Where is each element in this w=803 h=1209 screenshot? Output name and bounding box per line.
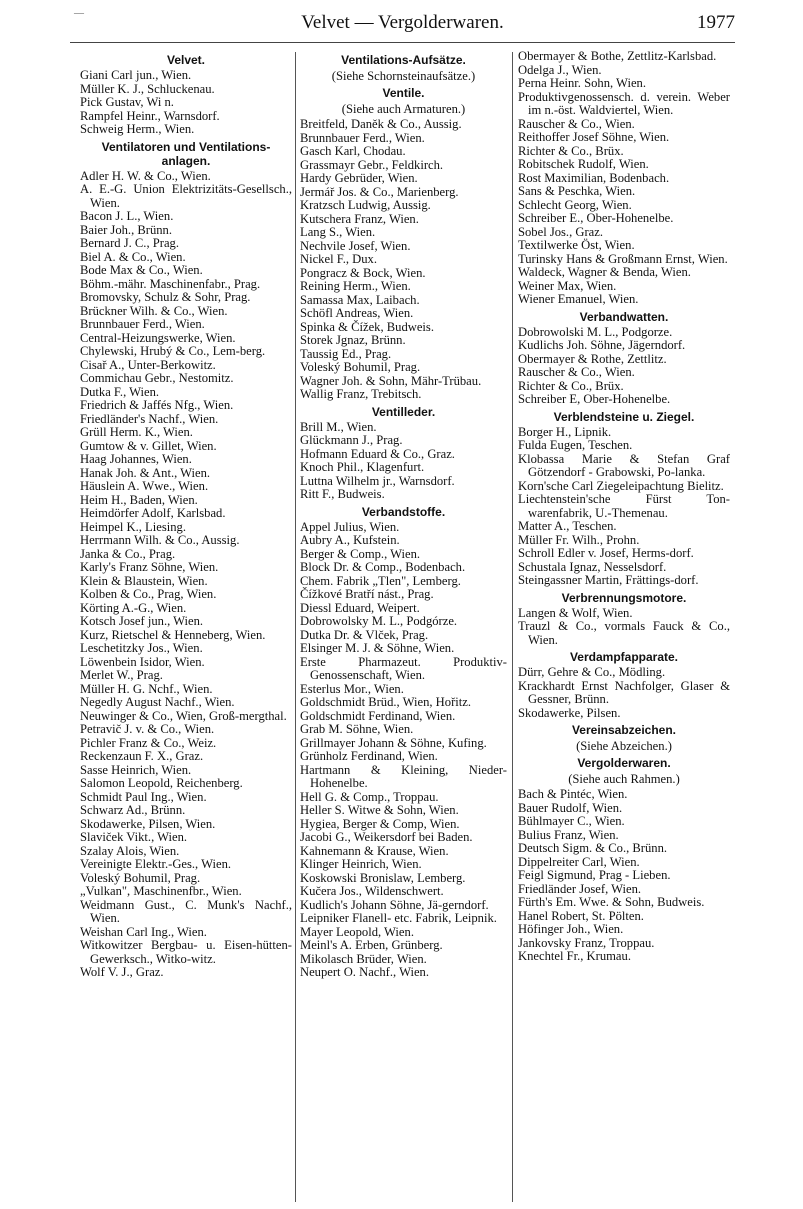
category-heading: Verbrennungsmotore. xyxy=(561,590,687,605)
directory-entry: Matter A., Teschen. xyxy=(518,519,617,533)
directory-entry: Berger & Comp., Wien. xyxy=(300,546,421,561)
directory-entry: Herrmann Wilh. & Co., Aussig. xyxy=(80,533,240,547)
directory-entry: Feigl Sigmund, Prag - Lieben. xyxy=(518,868,671,882)
directory-entry: Produktivgenossensch. d. verein. Weber im n.-öst. Waldviertel, Wien. xyxy=(518,89,730,117)
directory-entry: Schreiber E., Ober-Hohenelbe. xyxy=(518,211,674,225)
directory-entry: Friedrich & Jaffés Nfg., Wien. xyxy=(80,398,234,412)
directory-entry: Hartmann & Kleining, Nieder-Hohenelbe. xyxy=(300,762,507,790)
directory-entry: Bromovsky, Schulz & Sohr, Prag. xyxy=(80,290,251,304)
directory-entry: Kučera Jos., Wildenschwert. xyxy=(300,884,444,898)
directory-entry: Witkowitzer Bergbau- u. Eisen-hütten-Gewerksch., Witko-witz. xyxy=(80,938,292,966)
directory-entry: Hanel Robert, St. Pölten. xyxy=(518,908,644,923)
directory-entry: Häuslein A. Wwe., Wien. xyxy=(80,479,209,493)
directory-entry: Jermář Jos. & Co., Marienberg. xyxy=(300,184,459,199)
directory-entry: Weishan Carl Ing., Wien. xyxy=(80,924,207,939)
directory-entry: Baier Joh., Brünn. xyxy=(80,222,172,237)
directory-entry: Grünholz Ferdinand, Wien. xyxy=(300,749,438,763)
directory-entry: Borger H., Lipnik. xyxy=(518,424,612,439)
directory-entry: Skodawerke, Pilsen. xyxy=(518,705,621,720)
directory-entry: Turinsky Hans & Großmann Ernst, Wien. xyxy=(518,251,728,266)
directory-entry: Heim H., Baden, Wien. xyxy=(80,492,198,507)
directory-entry: Müller H. G. Nchf., Wien. xyxy=(80,681,213,696)
category-heading: Verbandstoffe. xyxy=(361,504,446,519)
directory-entry: Wolf V. J., Graz. xyxy=(80,965,164,979)
directory-entry: Karly's Franz Söhne, Wien. xyxy=(80,560,219,574)
directory-entry: Kolben & Co., Prag, Wien. xyxy=(80,587,217,601)
directory-entry: Sasse Heinrich, Wien. xyxy=(80,762,192,777)
directory-entry: Hofmann Eduard & Co., Graz. xyxy=(300,446,455,461)
directory-entry: Leschetitzky Jos., Wien. xyxy=(80,641,203,655)
category-heading: Verbandwatten. xyxy=(579,309,669,324)
directory-entry: Deutsch Sigm. & Co., Brünn. xyxy=(518,841,668,855)
directory-entry: Weidmann Gust., C. Munk's Nachf., Wien. xyxy=(80,897,292,925)
directory-entry: Kratzsch Ludwig, Aussig. xyxy=(300,198,431,212)
directory-entry: Goldschmidt Ferdinand, Wien. xyxy=(300,708,456,723)
directory-entry: Knechtel Fr., Krumau. xyxy=(518,949,631,963)
directory-entry: Bauer Rudolf, Wien. xyxy=(518,800,623,815)
directory-entry: Pongracz & Bock, Wien. xyxy=(300,265,426,280)
category-heading: Ventilations-Aufsätze. xyxy=(341,53,466,67)
directory-entry: Luttna Wilhelm jr., Warnsdorf. xyxy=(300,473,455,488)
directory-entry: Neupert O. Nachf., Wien. xyxy=(300,965,429,979)
directory-entry: Haag Johannes, Wien. xyxy=(80,452,192,466)
directory-entry: Chem. Fabrik „Tlen", Lemberg. xyxy=(300,573,461,588)
directory-entry: Waldeck, Wagner & Benda, Wien. xyxy=(518,265,691,279)
directory-entry: Korn'sche Carl Ziegeleipachtung Bielitz. xyxy=(518,478,724,493)
directory-entry: Obermayer & Rothe, Zettlitz. xyxy=(518,351,667,366)
directory-entry: Grüll Herm. K., Wien. xyxy=(80,425,193,439)
directory-entry: Höfinger Joh., Wien. xyxy=(518,922,624,936)
directory-entry: Kudlichs Joh. Söhne, Jägerndorf. xyxy=(518,338,686,352)
directory-entry: Jacobi G., Weikersdorf bei Baden. xyxy=(300,830,473,844)
directory-entry: Schlecht Georg, Wien. xyxy=(518,197,632,212)
directory-entry: Mayer Leopold, Wien. xyxy=(300,924,414,939)
directory-entry: Reckenzaun F. X., Graz. xyxy=(80,749,204,763)
directory-entry: Dürr, Gehre & Co., Mödling. xyxy=(518,665,666,679)
directory-entry: Mikolasch Brüder, Wien. xyxy=(300,951,427,966)
directory-entry: Hardy Gebrüder, Wien. xyxy=(300,171,418,185)
directory-entry: Wagner Joh. & Sohn, Mähr-Trübau. xyxy=(300,373,482,388)
directory-entry: Breitfeld, Daněk & Co., Aussig. xyxy=(300,117,462,131)
directory-entry: Lang S., Wien. xyxy=(300,225,376,239)
directory-entry: Liechtenstein'sche Fürst Ton-warenfabrik, U.-Themenau. xyxy=(518,492,730,520)
directory-entry: Wallig Franz, Trebitsch. xyxy=(300,387,422,401)
directory-entry: Reithoffer Josef Söhne, Wien. xyxy=(518,130,670,144)
category-heading: Velvet. xyxy=(166,53,206,67)
directory-entry: Rampfel Heinr., Warnsdorf. xyxy=(80,108,220,123)
page-corner-mark: — xyxy=(74,8,84,19)
directory-entry: Klinger Heinrich, Wien. xyxy=(300,857,422,871)
directory-entry: Bernard J. C., Prag. xyxy=(80,236,179,250)
category-heading: Vergolderwaren. xyxy=(577,756,671,770)
directory-entry: Erste Pharmazeut. Produktiv-Genossenschaft, Wien. xyxy=(300,654,507,682)
directory-entry: Schweig Herm., Wien. xyxy=(80,122,195,136)
page-running-title: Velvet — Vergolderwaren. xyxy=(301,12,504,33)
directory-entry: Friedländer's Nachf., Wien. xyxy=(80,411,219,426)
directory-entry: Wiener Emanuel, Wien. xyxy=(518,292,639,306)
directory-entry: Voleský Bohumil, Prag. xyxy=(300,360,421,374)
category-heading: Ventilatoren und Ventilations-anlagen. xyxy=(101,139,271,168)
directory-entry: Koskowski Bronislaw, Lemberg. xyxy=(300,870,466,885)
category-heading: Ventile. xyxy=(382,86,425,100)
directory-entry: Grassmayr Gebr., Feldkirch. xyxy=(300,157,444,172)
header-rule xyxy=(70,42,735,43)
directory-entry: Hell G. & Comp., Troppau. xyxy=(300,789,439,804)
directory-entry: Körting A.-G., Wien. xyxy=(80,600,187,615)
directory-entry: Brunnbauer Ferd., Wien. xyxy=(300,130,425,145)
directory-entry: Bacon J. L., Wien. xyxy=(80,209,174,223)
directory-entry: Trauzl & Co., vormals Fauck & Co., Wien. xyxy=(518,619,730,647)
directory-entry: Klein & Blaustein, Wien. xyxy=(80,573,208,588)
directory-entry: Esterlus Mor., Wien. xyxy=(300,681,404,696)
directory-column-3 xyxy=(518,50,730,964)
directory-entry: Neuwinger & Co., Wien, Groß-mergthal. xyxy=(80,708,287,723)
directory-entry: Böhm.-mähr. Maschinenfabr., Prag. xyxy=(80,276,261,291)
directory-entry: Biel A. & Co., Wien. xyxy=(80,249,186,264)
directory-entry: Steingassner Martin, Frättings-dorf. xyxy=(518,573,699,587)
directory-entry: Samassa Max, Laibach. xyxy=(300,292,420,307)
directory-entry: Dobrowolsky M. L., Podgórze. xyxy=(300,614,458,628)
directory-entry: Goldschmidt Brüd., Wien, Hořitz. xyxy=(300,695,472,709)
directory-entry: Hanak Joh. & Ant., Wien. xyxy=(80,465,211,480)
directory-entry: Rost Maximilian, Bodenbach. xyxy=(518,170,670,185)
directory-entry: Rauscher & Co., Wien. xyxy=(518,365,635,379)
directory-entry: Pichler Franz & Co., Weiz. xyxy=(80,735,217,750)
directory-entry: Block Dr. & Comp., Bodenbach. xyxy=(300,560,466,574)
directory-entry: Langen & Wolf, Wien. xyxy=(518,605,633,620)
directory-entry: Brunnbauer Ferd., Wien. xyxy=(80,317,205,331)
cross-reference-note: (Siehe Schornsteinaufsätze.) xyxy=(331,69,476,83)
directory-entry: Bach & Pintéc, Wien. xyxy=(518,787,628,801)
directory-entry: Textilwerke Öst, Wien. xyxy=(518,238,635,252)
directory-entry: Appel Julius, Wien. xyxy=(300,519,400,534)
directory-entry: Fulda Eugen, Teschen. xyxy=(518,438,633,452)
directory-entry: Gumtow & v. Gillet, Wien. xyxy=(80,438,217,453)
directory-entry: Müller Fr. Wilh., Prohn. xyxy=(518,532,640,547)
directory-entry: Slaviček Vikt., Wien. xyxy=(80,830,188,844)
directory-entry: Janka & Co., Prag. xyxy=(80,546,176,561)
directory-entry: Perna Heinr. Sohn, Wien. xyxy=(518,76,646,90)
directory-entry: Weiner Max, Wien. xyxy=(518,278,617,293)
directory-entry: Bulius Franz, Wien. xyxy=(518,827,619,842)
directory-entry: „Vulkan", Maschinenfbr., Wien. xyxy=(80,884,242,898)
directory-entry: Robitschek Rudolf, Wien. xyxy=(518,157,649,171)
directory-entry: Fürth's Em. Wwe. & Sohn, Budweis. xyxy=(518,895,705,909)
directory-entry: Heimdörfer Adolf, Karlsbad. xyxy=(80,506,226,520)
directory-entry: Obermayer & Bothe, Zettlitz-Karlsbad. xyxy=(518,49,717,63)
directory-entry: Brill M., Wien. xyxy=(300,419,377,434)
directory-entry: Čížkové Bratří nást., Prag. xyxy=(300,587,434,601)
directory-entry: Commichau Gebr., Nestomitz. xyxy=(80,371,234,385)
directory-entry: Schmidt Paul Ing., Wien. xyxy=(80,789,207,804)
directory-entry: Schwarz Ad., Brünn. xyxy=(80,803,186,817)
directory-entry: Schöfl Andreas, Wien. xyxy=(300,306,414,320)
directory-entry: Adler H. W. & Co., Wien. xyxy=(80,168,211,183)
directory-entry: Heller S. Witwe & Sohn, Wien. xyxy=(300,803,459,817)
category-heading: Verdampfapparate. xyxy=(569,650,679,664)
directory-entry: Sobel Jos., Graz. xyxy=(518,224,603,239)
directory-entry: Grillmayer Johann & Söhne, Kufing. xyxy=(300,735,487,750)
directory-entry: Cisař A., Unter-Berkowitz. xyxy=(80,357,216,372)
directory-entry: Skodawerke, Pilsen, Wien. xyxy=(80,816,216,831)
directory-entry: Leipniker Flanell- etc. Fabrik, Leipnik. xyxy=(300,911,497,925)
directory-entry: Spinka & Čížek, Budweis. xyxy=(300,319,434,334)
page-number: 1977 xyxy=(697,12,735,33)
directory-entry: Giani Carl jun., Wien. xyxy=(80,68,192,82)
category-heading: Verblendsteine u. Ziegel. xyxy=(553,409,695,424)
directory-entry: Dutka F., Wien. xyxy=(80,384,160,399)
directory-entry: Friedländer Josef, Wien. xyxy=(518,881,642,896)
directory-entry: Szalay Alois, Wien. xyxy=(80,843,180,858)
directory-entry: Ritt F., Budweis. xyxy=(300,487,385,501)
category-heading: Vereinsabzeichen. xyxy=(571,723,677,737)
directory-entry: Storek Jgnaz, Brünn. xyxy=(300,333,406,347)
directory-entry: Dippelreiter Carl, Wien. xyxy=(518,854,640,869)
directory-column-1 xyxy=(80,50,292,980)
directory-entry: Rauscher & Co., Wien. xyxy=(518,116,635,131)
directory-entry: Negedly August Nachf., Wien. xyxy=(80,695,235,709)
directory-entry: Elsinger M. J. & Söhne, Wien. xyxy=(300,641,455,655)
directory-entry: Richter & Co., Brüx. xyxy=(518,378,624,393)
directory-entry: Hygiea, Berger & Comp, Wien. xyxy=(300,816,460,831)
directory-entry: Schroll Edler v. Josef, Herms-dorf. xyxy=(518,546,694,560)
directory-entry: Bode Max & Co., Wien. xyxy=(80,263,203,277)
directory-entry: Chylewski, Hrubý & Co., Lem-berg. xyxy=(80,344,266,358)
directory-column-2 xyxy=(300,50,507,980)
directory-entry: Salomon Leopold, Reichenberg. xyxy=(80,776,243,790)
directory-entry: Sans & Peschka, Wien. xyxy=(518,184,636,198)
directory-entry: Odelga J., Wien. xyxy=(518,62,602,77)
cross-reference-note: (Siehe auch Rahmen.) xyxy=(568,772,680,786)
directory-entry: Nickel F., Dux. xyxy=(300,252,377,266)
directory-entry: Knoch Phil., Klagenfurt. xyxy=(300,460,425,474)
directory-entry: Kurz, Rietschel & Henneberg, Wien. xyxy=(80,627,266,642)
directory-entry: Krackhardt Ernst Nachfolger, Glaser & Gessner, Brünn. xyxy=(518,678,730,706)
column-divider xyxy=(512,52,513,1202)
directory-entry: Vereinigte Elektr.-Ges., Wien. xyxy=(80,857,232,871)
directory-entry: Glückmann J., Prag. xyxy=(300,433,403,447)
directory-entry: Voleský Bohumil, Prag. xyxy=(80,870,201,885)
directory-entry: Diessl Eduard, Weipert. xyxy=(300,600,420,615)
directory-entry: Schustala Ignaz, Nesselsdorf. xyxy=(518,559,667,574)
directory-entry: Richter & Co., Brüx. xyxy=(518,143,624,158)
directory-entry: Kahnemann & Krause, Wien. xyxy=(300,843,449,858)
directory-entry: Meinl's A. Erben, Grünberg. xyxy=(300,938,443,952)
directory-entry: Dobrowolski M. L., Podgorze. xyxy=(518,324,673,339)
directory-entry: Klobassa Marie & Stefan Graf Götzendorf - Grabowski, Po-lanka. xyxy=(518,451,730,479)
directory-entry: Gasch Karl, Chodau. xyxy=(300,144,406,158)
directory-entry: Kudlich's Johann Söhne, Jä-gerndorf. xyxy=(300,897,489,912)
directory-entry: Aubry A., Kufstein. xyxy=(300,533,400,547)
directory-entry: Brückner Wilh. & Co., Wien. xyxy=(80,303,228,318)
directory-entry: Kotsch Josef jun., Wien. xyxy=(80,614,204,628)
category-heading: Ventilleder. xyxy=(371,404,436,419)
directory-entry: A. E.-G. Union Elektrizitäts-Gesellsch., Wien. xyxy=(80,182,292,210)
directory-entry: Grab M. Söhne, Wien. xyxy=(300,722,414,736)
column-divider xyxy=(295,52,296,1202)
directory-entry: Merlet W., Prag. xyxy=(80,668,163,682)
cross-reference-note: (Siehe Abzeichen.) xyxy=(576,739,672,753)
directory-entry: Heimpel K., Liesing. xyxy=(80,519,186,534)
directory-entry: Jankovsky Franz, Troppau. xyxy=(518,935,655,950)
directory-entry: Dutka Dr. & Vlček, Prag. xyxy=(300,627,429,642)
directory-entry: Petravič J. v. & Co., Wien. xyxy=(80,722,215,736)
cross-reference-note: (Siehe auch Armaturen.) xyxy=(341,102,466,116)
directory-entry: Central-Heizungswerke, Wien. xyxy=(80,330,236,345)
directory-entry: Reining Herm., Wien. xyxy=(300,279,411,293)
directory-entry: Kutschera Franz, Wien. xyxy=(300,211,419,226)
directory-entry: Pick Gustav, Wi n. xyxy=(80,95,174,109)
directory-entry: Löwenbein Isidor, Wien. xyxy=(80,654,205,669)
page-header xyxy=(70,8,735,38)
directory-entry: Schreiber E, Ober-Hohenelbe. xyxy=(518,392,671,406)
directory-entry: Taussig Ed., Prag. xyxy=(300,346,392,361)
directory-entry: Müller K. J., Schluckenau. xyxy=(80,81,215,96)
directory-entry: Bühlmayer C., Wien. xyxy=(518,814,625,828)
directory-entry: Nechvile Josef, Wien. xyxy=(300,238,411,253)
